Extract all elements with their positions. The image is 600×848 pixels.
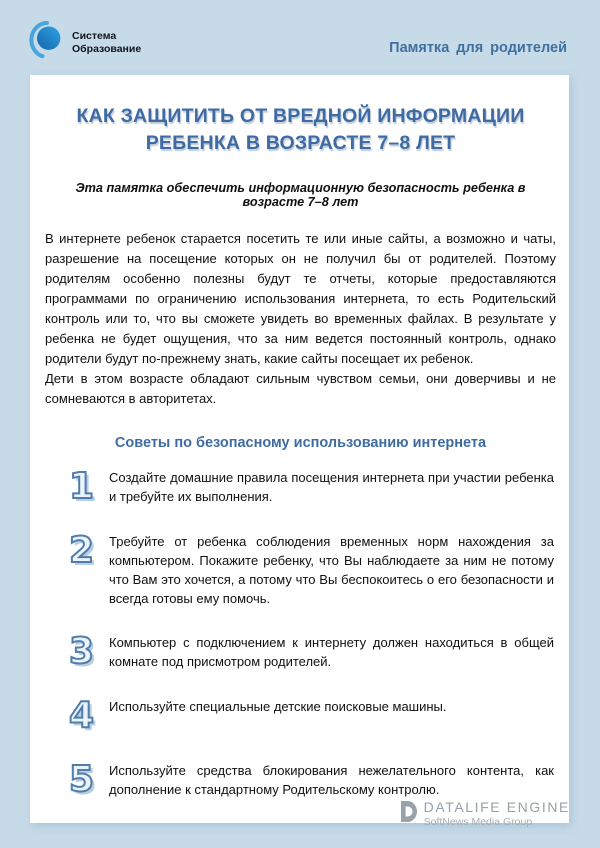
page-title-line1: КАК ЗАЩИТИТЬ ОТ ВРЕДНОЙ ИНФОРМАЦИИ: [76, 105, 525, 127]
intro-text: [45, 229, 556, 409]
brand-name-line2: Образование: [72, 42, 142, 55]
watermark: [397, 799, 570, 831]
tip-item-2: [69, 531, 554, 608]
brand-logo: [28, 20, 141, 65]
tip-number-3: 3: [69, 631, 95, 672]
tip-number-4: 4: [69, 695, 95, 736]
brand-name-line1: Система: [72, 29, 117, 42]
tip-item-5: [69, 760, 554, 800]
watermark-subtitle: SoftNews Media Group: [423, 816, 533, 828]
page-subtitle: Эта памятка обеспечить информационную безопасность ребенка в возрасте 7–8 лет: [75, 181, 526, 209]
tip-number-1: 1: [69, 466, 95, 507]
tip-text-1: Создайте домашние правила посещения интернета при участии ребенка и требуйте их выполнения.: [109, 470, 554, 504]
datalife-engine-logo-icon: [397, 799, 419, 831]
page-title: [45, 103, 556, 157]
intro-paragraph-2: Дети в этом возрасте обладают сильным чувством семьи, они доверчивы и не сомневаются в авторитетах.: [45, 371, 556, 406]
tip-text-5: Используйте средства блокирования нежелательного контента, как дополнение к стандартному Родительскому контролю.: [109, 763, 554, 797]
tip-number-5: 5: [69, 759, 95, 800]
memo-card: [30, 75, 569, 823]
header-label: Памятка для родителей: [389, 40, 567, 56]
tip-item-3: [69, 632, 554, 672]
page-title-line2: РЕБЕНКА В ВОЗРАСТЕ 7–8 ЛЕТ: [145, 132, 456, 154]
tip-item-4: [69, 696, 554, 736]
tips-list: [45, 467, 556, 800]
tip-text-2: Требуйте от ребенка соблюдения временных норм нахождения за компьютером. Покажите ребенку, что Вы наблюдаете за ним не потому что Вам это хочется, а потому что Вы беспокоитесь о его безопасности и всегда готовы ему помочь.: [109, 534, 554, 606]
watermark-brand: DATALIFE ENGINE: [423, 799, 570, 815]
tip-text-4: Используйте специальные детские поисковые машины.: [109, 699, 447, 714]
tips-heading: Советы по безопасному использованию интернета: [114, 435, 487, 451]
watermark-text: [424, 799, 570, 828]
tip-number-2: 2: [69, 530, 95, 571]
tip-text-3: Компьютер с подключением к интернету должен находиться в общей комнате под присмотром родителей.: [109, 635, 554, 669]
tip-item-1: [69, 467, 554, 507]
intro-paragraph-1: В интернете ребенок старается посетить те или иные сайты, а возможно и чаты, разрешение на посещение которых он не получил бы от родителей. Поэтому родителям особенно полезны будут те отчеты, которые предоставляются программами по ограничению использования интернета, то есть Родительский контроль или то, что вы сможете увидеть во временных файлах. В результате у ребенка не будет ощущения, что за ним ведется постоянный контроль, однако родители будут по-прежнему знать, какие сайты посещает их ребенок.: [45, 231, 556, 366]
brand-name: [72, 30, 141, 56]
globe-logo-icon: [28, 20, 64, 65]
